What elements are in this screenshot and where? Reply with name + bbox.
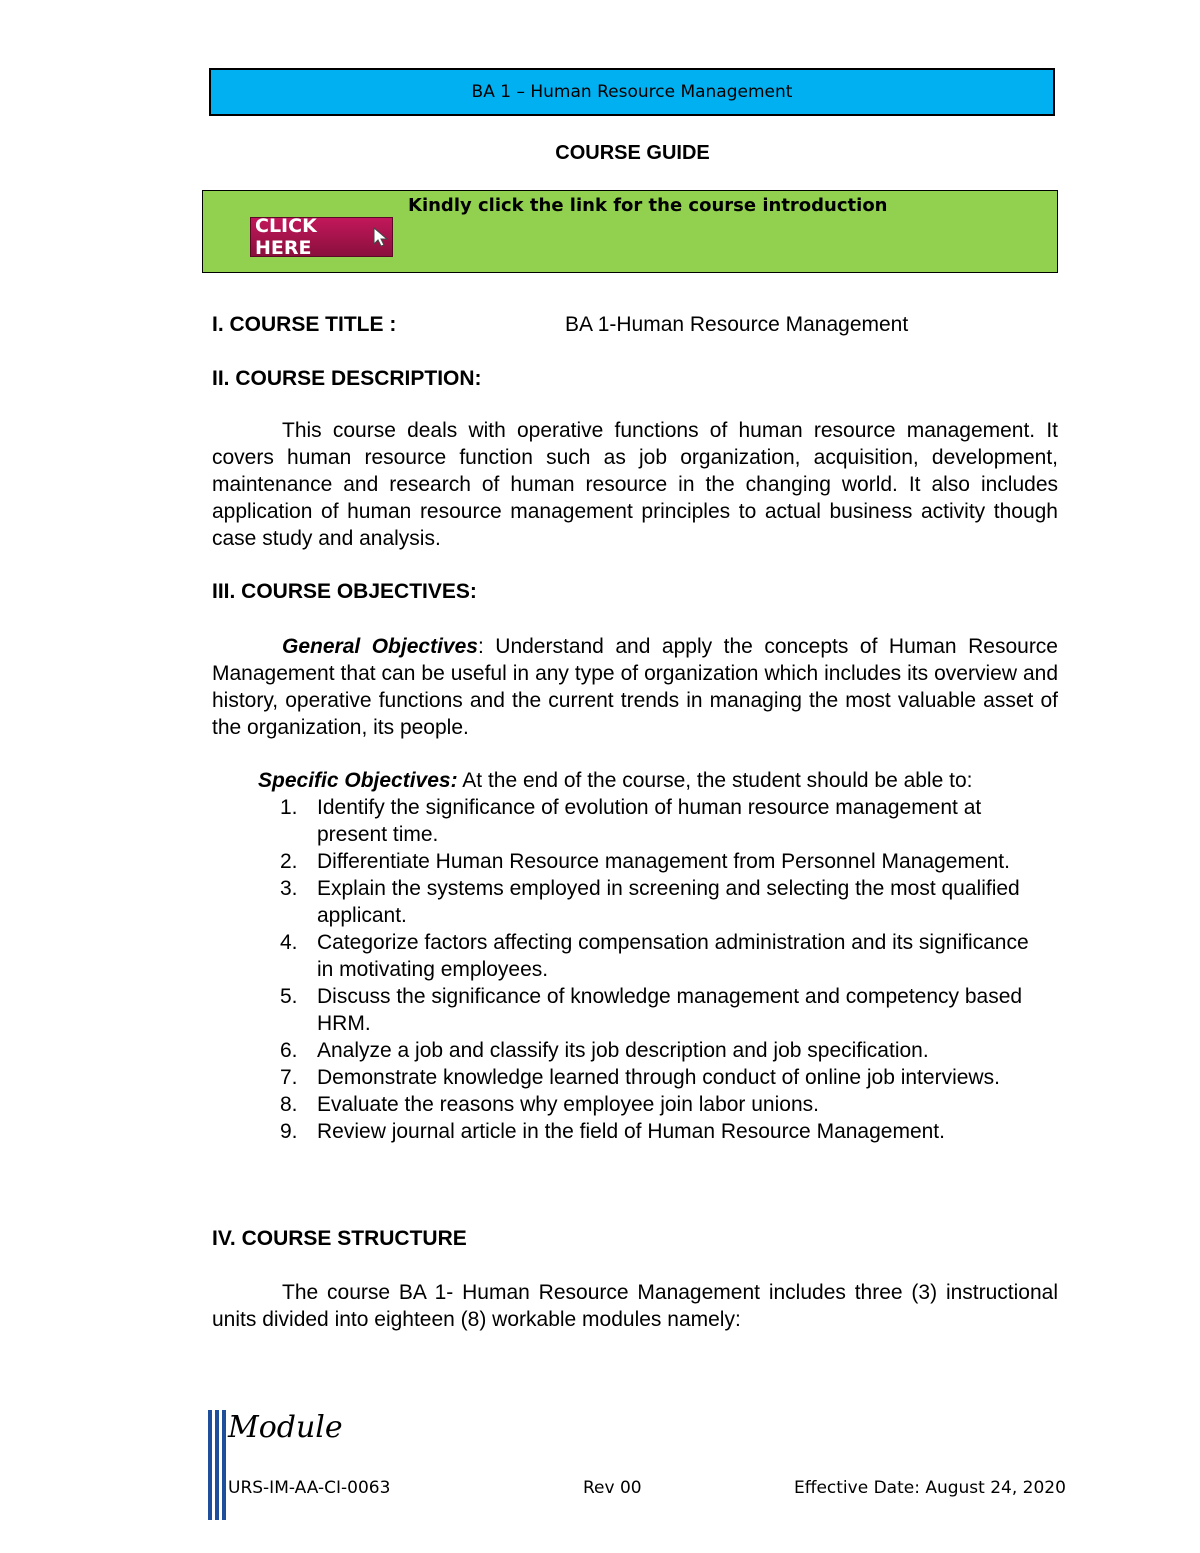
module-label: Module (228, 1410, 343, 1445)
list-item-text: Analyze a job and classify its job description and job specification. (317, 1039, 929, 1062)
course-intro-box (202, 190, 1058, 273)
list-item-text: Differentiate Human Resource management from Personnel Management. (317, 850, 1010, 873)
course-title-label: I. COURSE TITLE : (212, 313, 397, 336)
list-item (280, 1037, 1060, 1064)
list-item (280, 848, 1060, 875)
list-item-number: 9. (280, 1120, 298, 1143)
specific-objectives-intro (258, 767, 1068, 794)
list-item (280, 1064, 1060, 1091)
specific-objectives-text: At the end of the course, the student should be able to: (457, 769, 973, 792)
header-title: BA 1 – Human Resource Management (471, 82, 793, 102)
list-item (280, 929, 1060, 983)
course-title-value: BA 1-Human Resource Management (565, 313, 909, 336)
list-item-text: Categorize factors affecting compensation administration and its significance in motivating employees. (317, 931, 1029, 981)
list-item-text: Demonstrate knowledge learned through conduct of online job interviews. (317, 1066, 1000, 1089)
specific-objectives-list (280, 794, 1060, 1145)
specific-objectives-label: Specific Objectives: (258, 769, 458, 792)
list-item-number: 3. (280, 877, 298, 900)
list-item-number: 6. (280, 1039, 298, 1062)
list-item (280, 794, 1060, 848)
list-item (280, 1091, 1060, 1118)
click-here-button[interactable] (250, 217, 393, 257)
list-item-number: 4. (280, 931, 298, 954)
list-item-number: 7. (280, 1066, 298, 1089)
list-item (280, 983, 1060, 1037)
revision-number: Rev 00 (583, 1478, 642, 1498)
list-item (280, 875, 1060, 929)
list-item-number: 2. (280, 850, 298, 873)
list-item-number: 8. (280, 1093, 298, 1116)
general-objectives-text: : Understand and apply the concepts of Human Resource Management that can be useful in any type of organization which includes its overview and history, operative functions and the current trends in managing the most valuable asset of the organization, its people. (212, 635, 1058, 739)
effective-date: Effective Date: August 24, 2020 (794, 1478, 1066, 1498)
footer-decorative-bars (208, 1410, 226, 1520)
list-item-text: Review journal article in the field of Human Resource Management. (317, 1120, 945, 1143)
list-item-text: Evaluate the reasons why employee join labor unions. (317, 1093, 819, 1116)
list-item-text: Explain the systems employed in screening and selecting the most qualified applicant. (317, 877, 1020, 927)
list-item-number: 5. (280, 985, 298, 1008)
list-item (280, 1118, 1060, 1145)
general-objectives (212, 633, 1058, 741)
course-description-body: This course deals with operative functions of human resource management. It covers human resource function such as job organization, acquisition, development, maintenance and research of human resource in the changing world. It also includes application of human resource management principles to actual business activity though case study and analysis. (212, 419, 1058, 550)
page-title: COURSE GUIDE (555, 142, 710, 164)
list-item-number: 1. (280, 796, 298, 819)
document-header (209, 68, 1055, 116)
course-objectives-heading: III. COURSE OBJECTIVES: (212, 580, 477, 603)
course-structure-body: The course BA 1- Human Resource Management includes three (3) instructional units divided into eighteen (8) workable modules namely: (212, 1281, 1058, 1331)
general-objectives-label: General Objectives (282, 635, 478, 658)
click-here-label: CLICK HERE (255, 215, 317, 259)
list-item-text: Identify the significance of evolution of human resource management at present time. (317, 796, 982, 846)
course-description-heading: II. COURSE DESCRIPTION: (212, 367, 482, 390)
course-structure-heading: IV. COURSE STRUCTURE (212, 1227, 467, 1250)
cursor-arrow-icon (372, 226, 392, 248)
intro-text: Kindly click the link for the course introduction (408, 195, 888, 216)
list-item-text: Discuss the significance of knowledge management and competency based HRM. (317, 985, 1023, 1035)
document-code: URS-IM-AA-CI-0063 (228, 1478, 391, 1498)
